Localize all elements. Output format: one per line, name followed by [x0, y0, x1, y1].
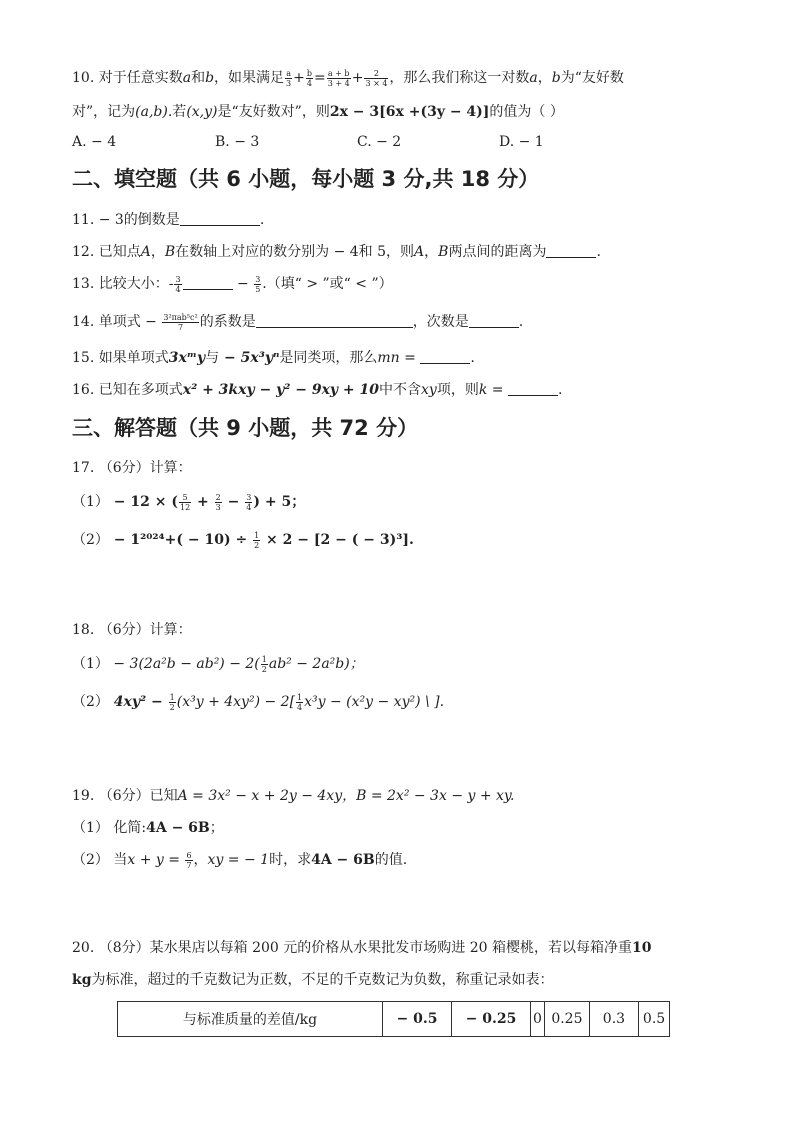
question-15: 15. 如果单项式3xᵐy与 − 5x³yⁿ是同类项，那么mn = . — [72, 350, 475, 366]
question-20-line-2: kg为标准，超过的千克数记为正数，不足的千克数记为负数，称重记录如表： — [72, 972, 554, 988]
table-cell: 0 — [531, 1002, 545, 1037]
fraction: $\frac{a + b}{3 + 4}$ — [327, 68, 350, 88]
answer-blank[interactable] — [546, 243, 596, 258]
table-cell: 0.3 — [589, 1002, 638, 1037]
question-16: 16. 已知在多项式x² + 3kxy − y² − 9xy + 10中不含xy项，则k = . — [72, 382, 563, 398]
table-cell: − 0.5 — [383, 1002, 452, 1037]
table-cell: 0.5 — [638, 1002, 669, 1037]
option-a[interactable]: A. − 4 — [72, 134, 117, 150]
option-b[interactable]: B. − 3 — [215, 134, 260, 150]
question-14: 14. 单项式 − $\frac{\text{3²πab⁵c²}}{7}$ 的系数是 ，次数是 . — [72, 312, 524, 332]
table-header-cell: 与标准质量的差值/kg — [118, 1002, 383, 1037]
option-c[interactable]: C. − 2 — [357, 134, 402, 150]
weight-difference-table — [117, 1001, 670, 1037]
question-12: 12. 已知点A，B在数轴上对应的数分别为 − 4和 5，则A，B两点间的距离为 . — [72, 244, 601, 260]
fraction: $\frac{3}{5}$ — [255, 274, 261, 294]
option-d[interactable]: D. − 1 — [499, 134, 544, 150]
table-cell: − 0.25 — [452, 1002, 531, 1037]
question-17-part-1: （1） − 12 × ( $\frac{5}{12}$ + $\frac{2}{3}$ − $\frac{3}{4}$ ) + 5； — [72, 492, 306, 512]
question-19-part-1: （1） 化简:4A − 6B； — [72, 820, 224, 836]
question-17-part-2: （2） − 1²⁰²⁴+( − 10) ÷ $\frac{1}{2}$ × 2 − [2 − ( − 3)³]. — [72, 530, 414, 550]
answer-blank[interactable] — [256, 313, 413, 328]
fraction: $\frac{a}{3}$ — [286, 68, 292, 88]
question-20-line-1: 20. （8分）某水果店以每箱 200 元的价格从水果批发市场购进 20 箱樱桃，若以每箱净重10 — [72, 940, 652, 956]
question-19-heading: 19. （6分）已知A = 3x² − x + 2y − 4xy，B = 2x² − 3x − y + xy. — [72, 788, 515, 804]
answer-blank[interactable] — [183, 275, 233, 290]
answer-blank[interactable] — [469, 313, 519, 328]
question-18-heading: 18. （6分）计算： — [72, 622, 192, 638]
answer-blank[interactable] — [180, 211, 260, 226]
question-10-line-2: 对”，记为(a,b).若(x,y)是“友好数对”，则2x − 3[6x +(3y − 4)]的值为（ ） — [72, 104, 564, 120]
question-19-part-2: （2） 当x + y = $\frac{6}{7}$ ，xy = − 1时，求4A − 6B的值. — [72, 850, 408, 870]
question-17-heading: 17. （6分）计算： — [72, 460, 192, 476]
fraction: $\frac{2}{3 \times 4}$ — [365, 68, 388, 88]
table-row — [118, 1002, 670, 1037]
question-11: 11. − 3的倒数是 . — [72, 212, 265, 228]
section-title-answer: 三、解答题（共 9 小题，共 72 分） — [72, 416, 419, 440]
fraction: $\frac{3}{4}$ — [175, 274, 181, 294]
fraction: $\frac{b}{4}$ — [306, 68, 312, 88]
answer-blank[interactable] — [420, 349, 470, 364]
question-18-part-2: （2） 4xy² − $\frac{1}{2}$ (x³y + 4xy²) − 2[ $\frac{1}{4}$ x³y − (x²y − xy²) \ ]. — [72, 692, 445, 712]
question-13: 13. 比较大小：- $\frac{3}{4}$ − $\frac{3}{5}$ .（填“ > ”或“ < ”） — [72, 274, 393, 294]
question-10-line-1: 10. 对于任意实数a和b，如果满足 $\frac{a}{3}$ + $\frac{b}{4}$ = $\frac{a + b}{3 + 4}$ + $\frac{2}{3 \times 4}$ ，那么我们称这一对数a，b为“友好数 — [72, 68, 624, 88]
answer-blank[interactable] — [508, 381, 558, 396]
table-cell: 0.25 — [544, 1002, 589, 1037]
question-18-part-1: （1） − 3(2a²b − ab²) − 2( $\frac{1}{2}$ ab² − 2a²b)； — [72, 654, 364, 674]
fraction: $\frac{\text{3²πab⁵c²}}{7}$ — [163, 312, 198, 332]
section-title-fill-in: 二、填空题（共 6 小题，每小题 3 分,共 18 分） — [72, 167, 540, 191]
